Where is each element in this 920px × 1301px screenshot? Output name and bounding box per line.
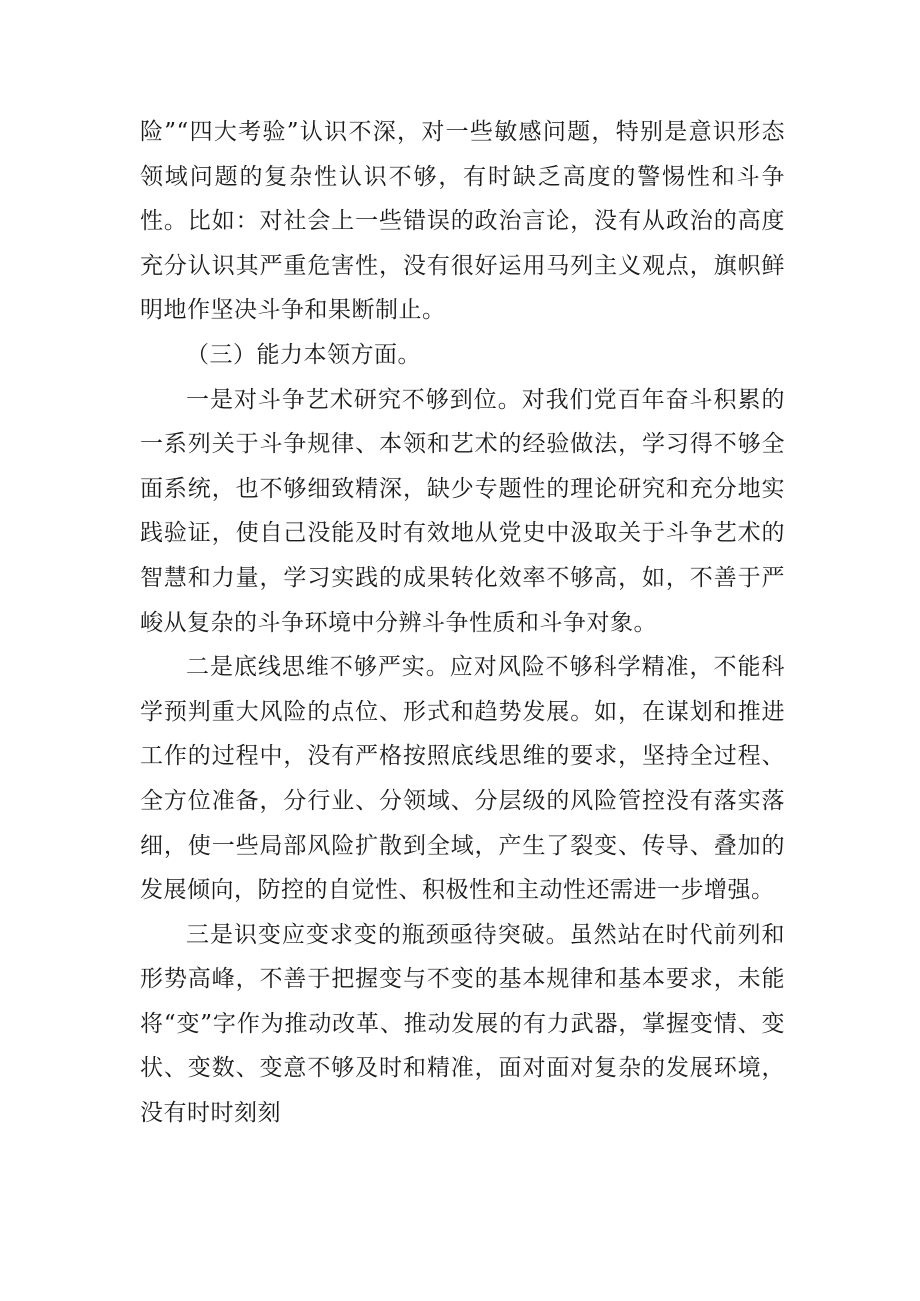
paragraph-continued: 险”“四大考验”认识不深，对一些敏感问题，特别是意识形态领域问题的复杂性认识不够，有时缺乏高度的警惕性和斗争性。比如：对社会上一些错误的政治言论，没有从政治的高度充分认识其严重危害性，没有很好运用马列主义观点，旗帜鲜明地作坚决斗争和果断制止。	[140, 119, 785, 324]
paragraph-struggle-art: 一是对斗争艺术研究不够到位。对我们党百年奋斗积累的一系列关于斗争规律、本领和艺术的经验做法，学习得不够全面系统，也不够细致精深，缺少专题性的理论研究和充分地实践验证，使自己没能及时有效地从党史中汲取关于斗争艺术的智慧和力量，学习实践的成果转化效率不够高，如，不善于严峻从复杂的斗争环境中分辨斗争性质和斗争对象。	[140, 386, 785, 636]
document-body	[140, 110, 785, 1136]
section-heading-ability: （三）能力本领方面。	[186, 341, 421, 368]
paragraph-bottom-line-thinking: 二是底线思维不够严实。应对风险不够科学精准，不能科学预判重大风险的点位、形式和趋势发展。如，在谋划和推进工作的过程中，没有严格按照底线思维的要求，坚持全过程、全方位准备，分行业、分领域、分层级的风险管控没有落实落细，使一些局部风险扩散到全域，产生了裂变、传导、叠加的发展倾向，防控的自觉性、积极性和主动性还需进一步增强。	[140, 654, 785, 904]
paragraph-change-response: 三是识变应变求变的瓶颈亟待突破。虽然站在时代前列和形势高峰，不善于把握变与不变的基本规律和基本要求，未能将“变”字作为推动改革、推动发展的有力武器，掌握变情、变状、变数、变意不够及时和精准，面对面对复杂的发展环境，没有时时刻刻	[140, 921, 785, 1127]
